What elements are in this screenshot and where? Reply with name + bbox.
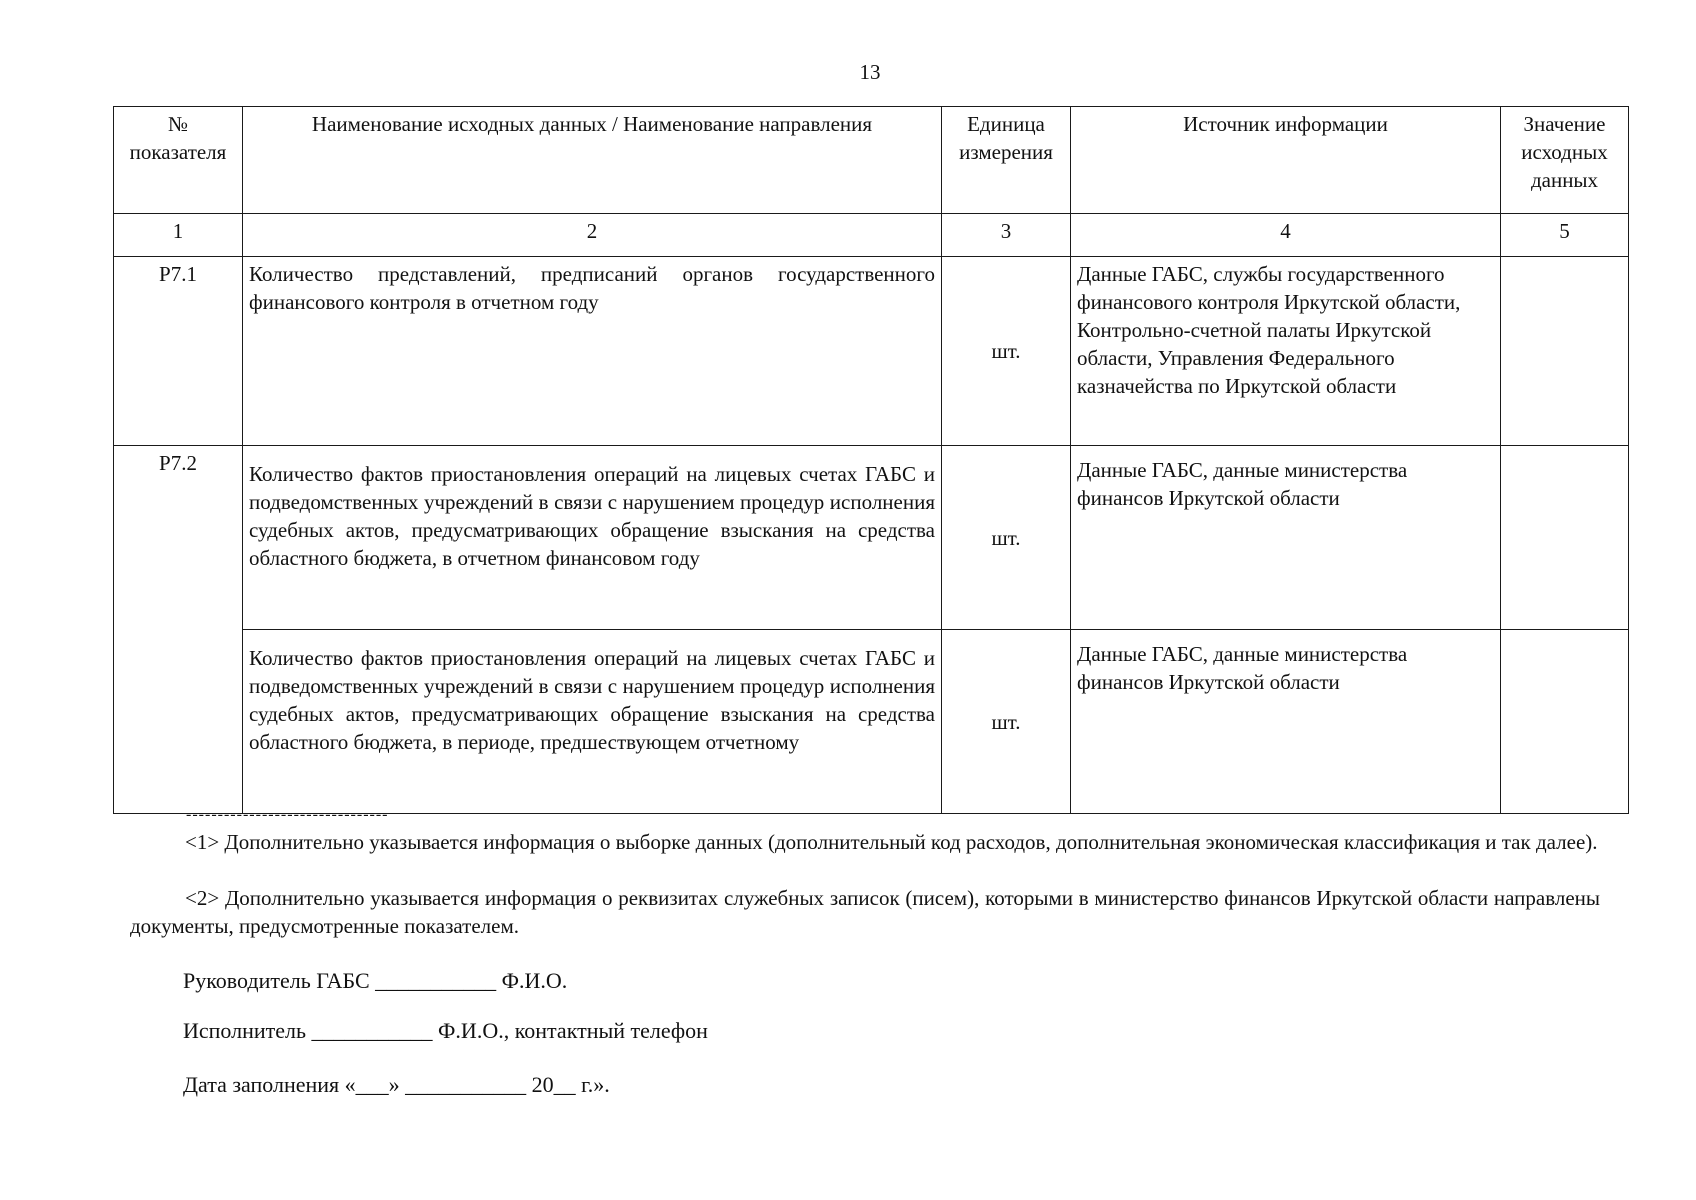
table-header-row <box>114 107 1629 214</box>
header-source: Источник информации <box>1071 107 1501 214</box>
signature-date: Дата заполнения «___» ___________ 20__ г.». <box>183 1072 610 1097</box>
column-number: 1 <box>114 214 243 257</box>
column-number: 3 <box>942 214 1071 257</box>
table-row <box>114 446 1629 630</box>
header-indicator-number: № показателя <box>114 107 243 214</box>
column-number: 4 <box>1071 214 1501 257</box>
row-source: Данные ГАБС, службы государственного финансового контроля Иркутской области, Контрольно-счетной палаты Иркутской области, Управления Федерального казначейства по Иркутской области <box>1071 257 1501 446</box>
signature-head: Руководитель ГАБС ___________ Ф.И.О. <box>183 968 568 993</box>
header-unit: Единица измерения <box>942 107 1071 214</box>
row-value <box>1501 630 1629 814</box>
row-indicator-number: P7.2 <box>114 446 243 814</box>
column-numbers-row <box>114 214 1629 257</box>
row-unit: шт. <box>942 630 1071 814</box>
footnote-2 <box>130 884 1600 940</box>
footnote-2-text: <2> Дополнительно указывается информация о реквизитах служебных записок (писем), которыми в министерство финансов Иркутской области направлены документы, предусмотренные показателем. <box>130 886 1600 938</box>
column-number: 2 <box>243 214 942 257</box>
footnote-1-text: <1> Дополнительно указывается информация о выборке данных (дополнительный код расходов, дополнительная экономическая классификация и так далее). <box>185 830 1598 854</box>
header-value: Значение исходных данных <box>1501 107 1629 214</box>
row-data-name: Количество фактов приостановления операций на лицевых счетах ГАБС и подведомственных учреждений в связи с нарушением процедур исполнения судебных актов, предусматривающих обращение взыскания на средства областного бюджета, в периоде, предшествующем отчетному <box>243 630 942 814</box>
column-number: 5 <box>1501 214 1629 257</box>
row-source: Данные ГАБС, данные министерства финансов Иркутской области <box>1071 630 1501 814</box>
signature-executor: Исполнитель ___________ Ф.И.О., контактный телефон <box>183 1018 708 1043</box>
header-data-name: Наименование исходных данных / Наименование направления <box>243 107 942 214</box>
indicators-table <box>113 106 1629 814</box>
row-data-name: Количество представлений, предписаний органов государственного финансового контроля в отчетном году <box>243 257 942 446</box>
row-unit: шт. <box>942 446 1071 630</box>
table-row <box>114 257 1629 446</box>
footnote-1 <box>130 828 1600 856</box>
row-value <box>1501 446 1629 630</box>
page-number: 13 <box>859 60 881 84</box>
row-unit: шт. <box>942 257 1071 446</box>
footnote-separator: -------------------------------- <box>186 806 389 823</box>
row-value <box>1501 257 1629 446</box>
row-data-name: Количество фактов приостановления операций на лицевых счетах ГАБС и подведомственных учреждений в связи с нарушением процедур исполнения судебных актов, предусматривающих обращение взыскания на средства областного бюджета, в отчетном финансовом году <box>243 446 942 630</box>
row-indicator-number: P7.1 <box>114 257 243 446</box>
row-source: Данные ГАБС, данные министерства финансов Иркутской области <box>1071 446 1501 630</box>
table-row <box>114 630 1629 814</box>
